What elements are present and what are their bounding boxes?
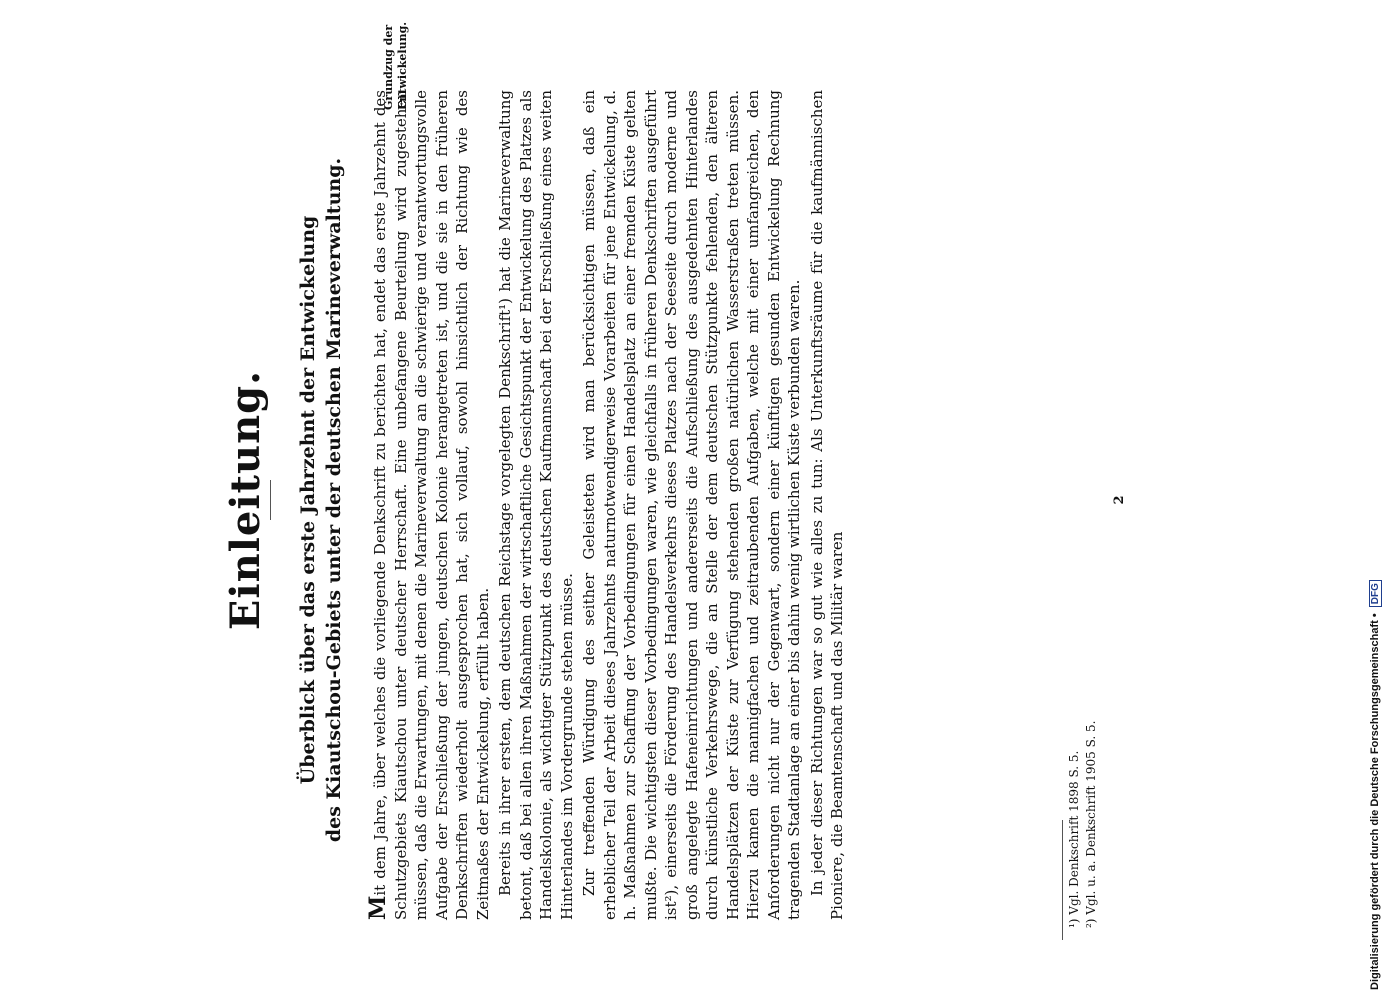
footnote-2: ²) Vgl. u. a. Denkschrift 1905 S. 5. (1084, 720, 1098, 928)
paragraph-1 (365, 90, 493, 920)
paragraph-2: Bereits in ihrer ersten, dem deutschen Reichstage vorgelegten Denkschrift¹) hat die Marineverwaltung betont, daß bei allen ihren Maßnahmen der wirtschaftliche Gesichtspunkt der Entwickelung des Platzes als Handelskolonie, als wichtiger Stützpunkt des deutschen Kaufmannschaft bei der Erschließung eines weiten Hinterlandes im Vordergrunde stehen müsse. (496, 90, 576, 920)
footnote-divider (1062, 820, 1063, 940)
paragraph-1-text: it dem Jahre, über welches die vorliegende Denkschrift zu berichten hat, endet das erste Jahrzehnt des Schutzgebiets Kiautschou unter deutscher Herrschaft. Eine unbefangene Beurteilung wird zugestehen müssen, daß die Erwartungen, mit denen die Marineverwaltung an die schwierige und verantwortungsvolle Aufgabe der Erschließung der jungen, deutschen Kolonie herangetreten ist, und die sie in den früheren Denkschriften wiederholt ausgesprochen hat, sich vollauf, sowohl hinsichtlich der Richtung wie des Zeitmaßes der Entwickelung, erfüllt haben. (371, 90, 492, 920)
dfg-logo: DFG (1369, 580, 1382, 607)
funding-credit (1369, 580, 1382, 990)
subtitle-line-1: Überblick über das erste Jahrzehnt der Entwickelung (297, 215, 319, 785)
footnotes (1066, 528, 1100, 928)
subtitle-line-2: des Kiautschou-Gebiets unter der deutschen Marineverwaltung. (323, 157, 345, 843)
marginal-note: Grundzug der Entwickelung. (382, 21, 409, 110)
page-title: Einleitung. (222, 369, 269, 631)
funding-credit-text: Digitalisierung gefördert durch die Deutsche Forschungsgemeinschaft • (1369, 613, 1381, 990)
footnote-1: ¹) Vgl. Denkschrift 1898 S. 5. (1067, 750, 1081, 928)
drop-initial: M (365, 895, 391, 920)
page-subtitle (295, 80, 347, 920)
paragraph-4: In jeder dieser Richtungen war so gut wie alles zu tun: Als Unterkunftsräume für die kaufmännischen Pioniere, die Beamtenschaft und das Militär waren (807, 90, 846, 920)
page-number: 2 (1112, 495, 1127, 505)
paragraph-3: Zur treffenden Würdigung des seither Geleisteten wird man berücksichtigen müssen, daß ein erheblicher Teil der Arbeit dieses Jahrzehnts naturnotwendigerweise Vorarbeiten für jene Entwickelung, d. h. Maßnahmen zur Schaffung der Vorbedingungen für einen Handelsplatz an einer fremden Küste gelten mußte. Die wichtigsten dieser Vorbedingungen waren, wie gleichfalls in früheren Denkschriften ausgeführt ist²), einerseits die Förderung des Handelsverkehrs dieses Platzes nach der Seeseite durch moderne und groß angelegte Hafeneinrichtungen und andererseits die Aufschließung des ausgedehnten Hinterlandes durch künstliche Verkehrswege, die an Stelle der dem deutschen Stützpunkte fehlenden, den älteren Handelsplätzen der Küste zur Verfügung stehenden großen natürlichen Wasserstraßen treten müssen. Hierzu kamen die mannigfachen und zeitraubenden Aufgaben, welche mit einer umfangreichen, den Anforderungen nicht nur der Gegenwart, sondern einer künftigen gesunden Entwickelung Rechnung tragenden Stadtanlage an einer bis dahin wenig wirtlichen Küste verbunden waren. (580, 90, 803, 920)
body-text (365, 90, 850, 920)
title-divider (270, 480, 271, 520)
document-page (200, 21, 1160, 940)
